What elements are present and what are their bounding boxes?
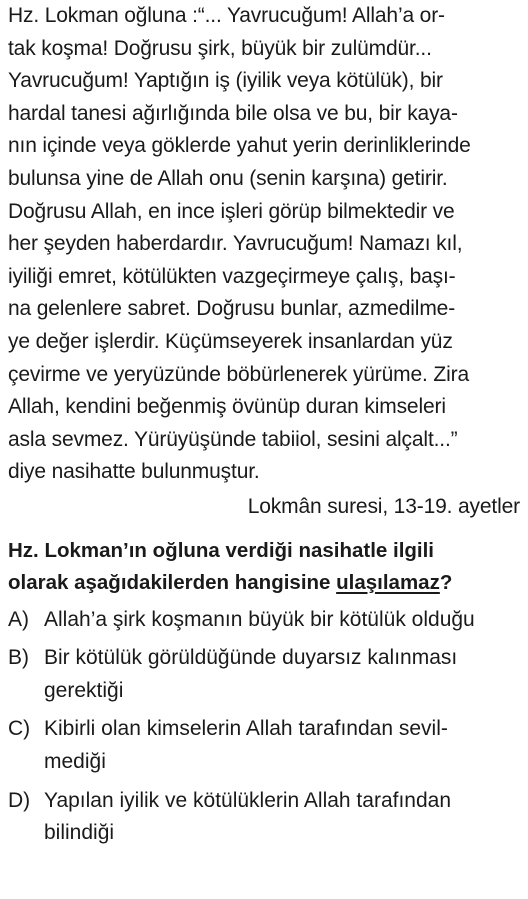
passage-line: hardal tanesi ağırlığında bile olsa ve bu, bir kaya-: [8, 101, 458, 125]
option-text: Kibirli olan kimselerin Allah tarafından sevil-: [44, 717, 448, 741]
question-keyword: ulaşılamaz: [336, 571, 440, 595]
question-stem: [8, 535, 520, 600]
question-text: olarak aşağıdakilerden hangisine: [8, 571, 337, 595]
option-text: Allah’a şirk koşmanın büyük bir kötülük olduğu: [44, 607, 475, 631]
passage-line: asla sevmez. Yürüyüşünde tabiiol, sesini alçalt...”: [8, 427, 458, 451]
option-text: mediği: [44, 750, 106, 774]
option-letter: B): [8, 646, 29, 670]
passage-line: nın içinde veya göklerde yahut yerin derinliklerinde: [8, 134, 471, 158]
option-b[interactable]: [8, 642, 520, 707]
option-text: gerektiği: [44, 678, 124, 702]
passage-line: çevirme ve yeryüzünde böbürlenerek yürüme. Zira: [8, 362, 469, 386]
passage-line: bulunsa yine de Allah onu (senin karşına) getirir.: [8, 166, 448, 190]
passage-line: tak koşma! Doğrusu şirk, büyük bir zulümdür...: [8, 36, 432, 60]
option-text: Bir kötülük görüldüğünde duyarsız kalınması: [44, 646, 458, 670]
question-line: [8, 567, 520, 600]
passage-line: Yavrucuğum! Yaptığın iş (iyilik veya kötülük), bir: [8, 69, 443, 93]
passage-line: diye nasihatte bulunmuştur.: [8, 460, 260, 484]
passage-line: ye değer işlerdir. Küçümseyerek insanlardan yüz: [8, 329, 453, 353]
passage-line: iyiliği emret, kötülükten vazgeçirmeye çalış, başı-: [8, 264, 456, 288]
option-letter: A): [8, 607, 29, 631]
option-d[interactable]: [8, 785, 520, 850]
option-text: bilindiği: [44, 821, 115, 845]
passage: [8, 0, 520, 524]
passage-line: Hz. Lokman oğluna :“... Yavrucuğum! Allah’a or-: [8, 4, 445, 27]
option-text: Yapılan iyilik ve kötülüklerin Allah tarafından: [44, 788, 452, 812]
question-line: Hz. Lokman’ın oğluna verdiği nasihatle ilgili: [8, 538, 435, 562]
passage-line: her şeyden haberdardır. Yavrucuğum! Namazı kıl,: [8, 232, 463, 256]
passage-line: Allah, kendini beğenmiş övünüp duran kimseleri: [8, 395, 446, 419]
question-page: [8, 0, 520, 850]
option-a[interactable]: [8, 604, 520, 637]
option-letter: D): [8, 788, 31, 812]
passage-source: Lokmân suresi, 13-19. ayetler: [247, 494, 520, 518]
question-mark: ?: [439, 571, 453, 595]
option-letter: C): [8, 717, 31, 741]
option-c[interactable]: [8, 713, 520, 778]
answer-options: [8, 604, 520, 850]
passage-line: na gelenlere sabret. Doğrusu bunlar, azmedilme-: [8, 297, 456, 321]
passage-line: Doğrusu Allah, en ince işleri görüp bilmektedir ve: [8, 199, 455, 223]
